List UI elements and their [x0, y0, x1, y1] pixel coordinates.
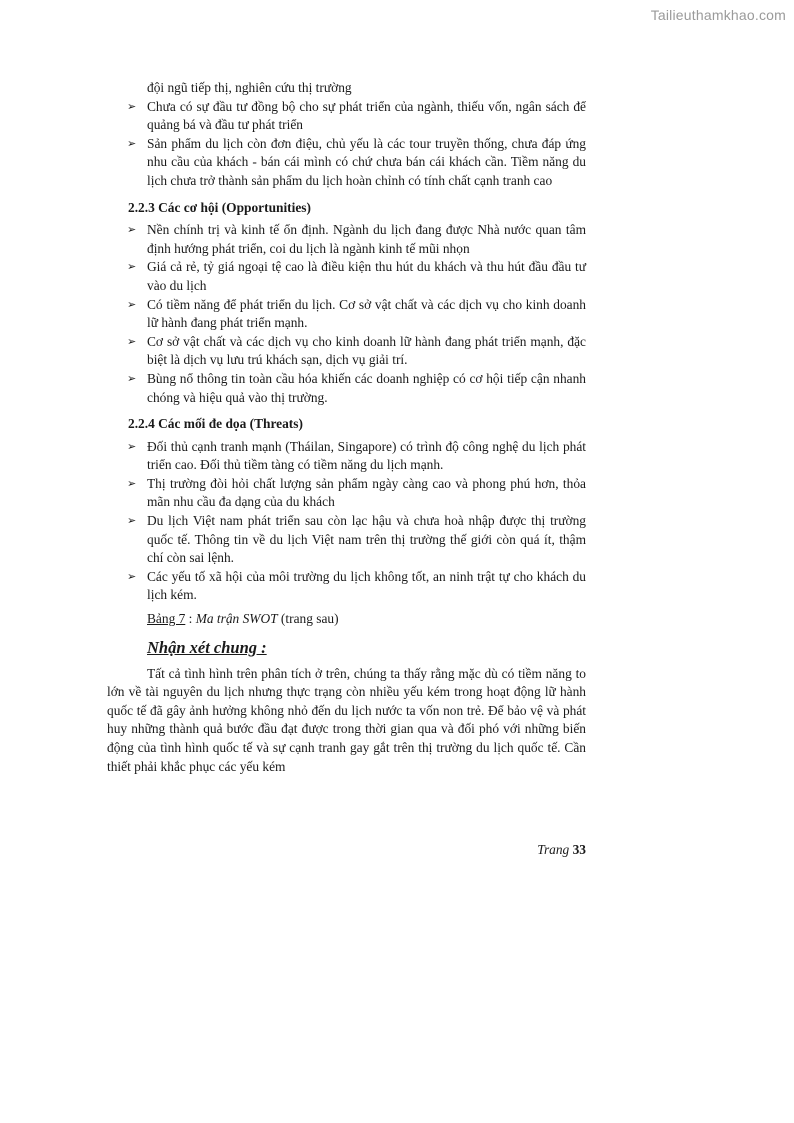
opportunity-item-text: Nền chính trị và kinh tế ổn định. Ngành du lịch đang được Nhà nước quan tâm định hướng phát triển, coi du lịch là ngành kinh tế mũi nhọn: [147, 222, 586, 256]
opportunity-item: [107, 370, 586, 407]
threat-item-text: Du lịch Việt nam phát triển sau còn lạc hậu và chưa hoà nhập được thị trường quốc tế. Thông tin về du lịch Việt nam trên thị trường thế giới còn quá ít, thậm chí còn sai lệnh.: [147, 513, 586, 566]
opportunity-item: [107, 221, 586, 258]
arrowhead-bullet-icon: ➢: [127, 260, 137, 274]
opportunity-item: [107, 296, 586, 333]
opportunity-item-text: Bùng nổ thông tin toàn cầu hóa khiến các doanh nghiệp có cơ hội tiếp cận nhanh chóng và hiệu quả vào thị trường.: [147, 370, 586, 405]
watermark-text: Tailieuthamkhao.com: [650, 7, 786, 23]
weakness-item-text: Chưa có sự đầu tư đồng bộ cho sự phát triển của ngành, thiếu vốn, ngân sách để quảng bá và đầu tư phát triển: [147, 98, 586, 133]
continued-text-line: đội ngũ tiếp thị, nghiên cứu thị trường: [147, 80, 352, 95]
opportunity-item: [107, 258, 586, 295]
arrowhead-bullet-icon: ➢: [127, 136, 137, 150]
section-heading-threats: 2.2.4 Các mối đe dọa (Threats): [128, 416, 303, 432]
remark-title: Nhận xét chung :: [147, 637, 267, 657]
arrowhead-bullet-icon: ➢: [127, 371, 137, 385]
threat-item: [107, 568, 586, 605]
weakness-item-text: Sản phẩm du lịch còn đơn điệu, chủ yếu là các tour truyền thống, chưa đáp ứng nhu cầu của khách - bán cái mình có chứ chưa bán cái khách cần. Tiềm năng du lịch chưa trở thành sản phẩm du lịch hoàn chỉnh có tính chất cạnh tranh cao: [147, 135, 586, 188]
arrowhead-bullet-icon: ➢: [127, 569, 137, 583]
arrowhead-bullet-icon: ➢: [127, 99, 137, 113]
threat-item-text: Thị trường đòi hỏi chất lượng sản phẩm ngày càng cao và phong phú hơn, thỏa mãn nhu cầu đa dạng của du khách: [147, 475, 586, 510]
arrowhead-bullet-icon: ➢: [127, 514, 137, 528]
caption-suffix: (trang sau): [277, 611, 339, 627]
caption-title: Ma trận SWOT: [195, 611, 278, 627]
threat-item: [107, 512, 586, 568]
document-body: [107, 79, 586, 776]
arrowhead-bullet-icon: ➢: [127, 297, 137, 311]
remark-paragraph: Tất cả tình hình trên phân tích ở trên, chúng ta thấy rằng mặc dù có tiềm năng to lớn về tài nguyên du lịch nhưng thực trạng còn nhiều yếu kém trong hoạt động lữ hành quốc tế đã gây ảnh hưởng không nhỏ đến du lịch nước ta vốn non trẻ. Để bảo vệ và phát huy những thành quả bước đầu đạt được trong thời gian qua và đối phó với những biến động của tình hình quốc tế và sự cạnh tranh gay gắt trên thị trường du lịch quốc tế. Cần thiết phải khắc phục các yếu kém: [107, 665, 586, 774]
arrowhead-bullet-icon: ➢: [127, 476, 137, 490]
arrowhead-bullet-icon: ➢: [127, 439, 137, 453]
opportunity-item-text: Giá cả rẻ, tỷ giá ngoại tệ cao là điều kiện thu hút du khách và thu hút đầu đầu tư vào du lịch: [147, 259, 586, 293]
opportunity-item: [107, 333, 586, 370]
opportunity-item-text: Cơ sở vật chất và các dịch vụ cho kinh doanh lữ hành đang phát triển mạnh, đặc biệt là dịch vụ lưu trú khách sạn, dịch vụ giải trí.: [147, 333, 586, 368]
arrowhead-bullet-icon: ➢: [127, 334, 137, 348]
table-caption: [107, 610, 586, 629]
page-number: [537, 842, 586, 858]
weakness-item: [107, 98, 586, 135]
arrowhead-bullet-icon: ➢: [127, 223, 137, 237]
threat-item: [107, 438, 586, 475]
threat-item: [107, 475, 586, 512]
opportunity-item-text: Có tiềm năng để phát triển du lịch. Cơ sở vật chất và các dịch vụ cho kinh doanh lữ hành đang phát triển mạnh.: [147, 296, 586, 331]
page-number-label: Trang: [537, 842, 570, 857]
caption-colon: :: [185, 611, 196, 627]
caption-label: Bảng 7: [147, 611, 186, 627]
threat-item-text: Các yếu tố xã hội của môi trường du lịch không tốt, an ninh trật tự cho khách du lịch kém.: [147, 568, 586, 603]
page-number-value: 33: [572, 842, 586, 857]
weakness-item: [107, 135, 586, 191]
threat-item-text: Đối thủ cạnh tranh mạnh (Tháilan, Singapore) có trình độ công nghệ du lịch phát triển cao. Đối thủ tiềm tàng có tiềm năng du lịch mạnh.: [147, 438, 586, 473]
section-heading-opportunities: 2.2.3 Các cơ hội (Opportunities): [128, 199, 311, 215]
